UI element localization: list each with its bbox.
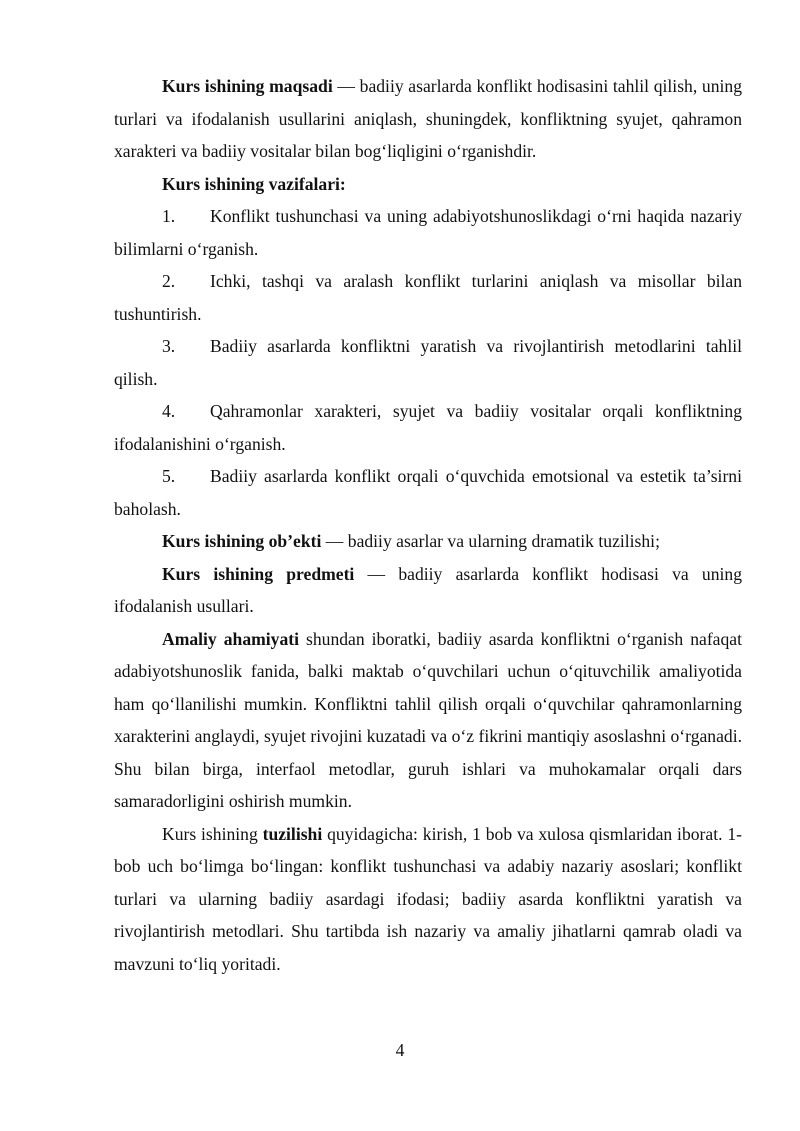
object-text: — badiiy asarlar va ularning dramatik tuzilishi; [321, 531, 660, 551]
practical-significance-paragraph [114, 623, 742, 818]
structure-lead-text: Kurs ishining [162, 823, 263, 844]
task-text: Konflikt tushunchasi va uning adabiyotshunoslikdagi o‘rni haqida nazariy bilimlarni o‘rganish. [114, 206, 742, 259]
task-item [114, 265, 742, 330]
task-item [114, 395, 742, 460]
task-text: Badiiy asarlarda konfliktni yaratish va rivojlantirish metodlarini tahlil qilish. [114, 336, 742, 389]
practical-significance-text: shundan iboratki, badiiy asarda konfliktni o‘rganish nafaqat adabiyotshunoslik fanida, balki maktab o‘quvchilari uchun o‘qituvchilik amaliyotida ham qo‘llanilishi mumkin. Konfliktni tahlil qilish orqali o‘quvchilar qahramonlarning xarakterini anglaydi, syujet rivojini kuzatadi va o‘z fikrini mantiqiy asoslashni o‘rganadi. Shu bilan birga, interfaol metodlar, guruh ishlari va muhokamalar orqali dars samaradorligini oshirish mumkin. [114, 628, 742, 811]
task-number: 2. [162, 271, 176, 291]
tasks-heading-paragraph [114, 168, 742, 201]
task-number: 5. [162, 466, 176, 486]
task-number: 1. [162, 206, 176, 226]
structure-paragraph [114, 818, 742, 981]
goal-paragraph [114, 70, 742, 168]
structure-label: tuzilishi [262, 823, 323, 844]
subject-text: — badiiy asarlarda konflikt hodisasi va uning ifodalanish usullari. [114, 563, 743, 616]
goal-text: — badiiy asarlarda konflikt hodisasini tahlil qilish, uning turlari va ifodalanish usullarini aniqlash, shuningdek, konfliktning syujet, qahramon xarakteri va badiiy vositalar bilan bog‘liqligini o‘rganishdir. [114, 76, 742, 161]
page-number: 4 [395, 1040, 405, 1060]
task-text: Badiiy asarlarda konflikt orqali o‘quvchida emotsional va estetik ta’sirni baholash. [114, 466, 742, 519]
task-number: 3. [162, 336, 176, 356]
object-paragraph [114, 525, 742, 558]
goal-label: Kurs ishining maqsadi [162, 76, 333, 96]
task-text: Ichki, tashqi va aralash konflikt turlarini aniqlash va misollar bilan tushuntirish. [114, 271, 742, 324]
subject-label: Kurs ishining predmeti [162, 563, 355, 584]
tasks-heading: Kurs ishining vazifalari: [162, 173, 346, 194]
object-label: Kurs ishining ob’ekti [162, 531, 322, 551]
practical-significance-label: Amaliy ahamiyati [162, 628, 299, 649]
subject-paragraph [114, 558, 742, 623]
task-item [114, 460, 742, 525]
task-text: Qahramonlar xarakteri, syujet va badiiy vositalar orqali konfliktning ifodalanishini o‘rganish. [114, 401, 742, 454]
task-item [114, 330, 742, 395]
document-body [114, 70, 742, 980]
structure-text: quyidagicha: kirish, 1 bob va xulosa qismlaridan iborat. 1-bob uch bo‘limga bo‘lingan: konflikt tushunchasi va adabiy nazariy asoslari; konflikt turlari va ularning badiiy asardagi ifodasi; badiiy asarda konfliktni yaratish va rivojlantirish metodlari. Shu tartibda ish nazariy va amaliy jihatlarni qamrab oladi va mavzuni to‘liq yoritadi. [114, 823, 742, 974]
task-number: 4. [162, 401, 176, 421]
task-item [114, 200, 742, 265]
